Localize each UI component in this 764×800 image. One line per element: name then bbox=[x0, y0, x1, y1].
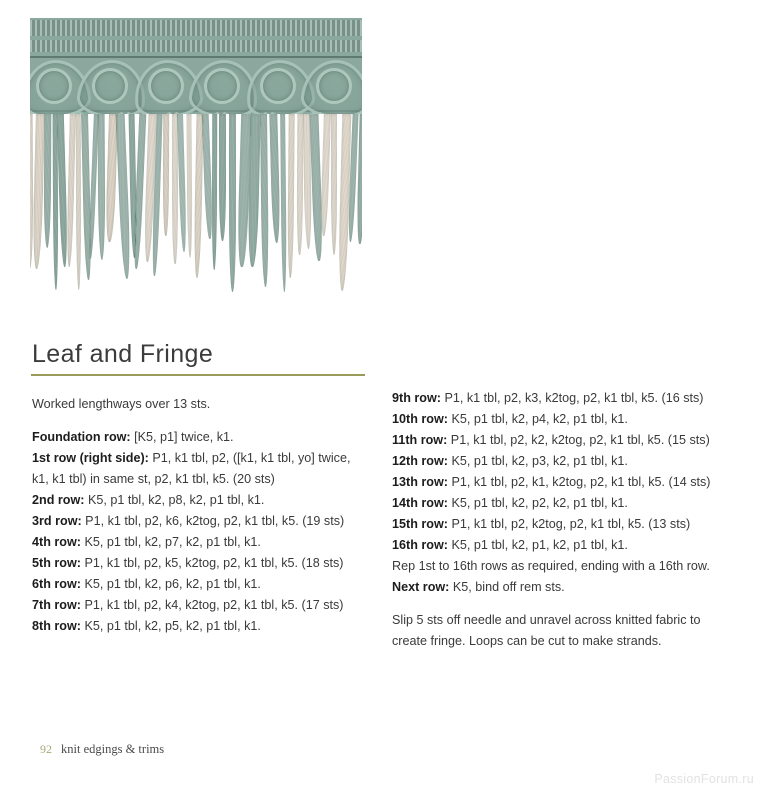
instruction-row-left-0-text: [K5, p1] twice, k1. bbox=[130, 430, 234, 444]
instructions-left-column bbox=[32, 394, 362, 637]
instruction-row-right-6-text: P1, k1 tbl, p2, k2tog, p2, k1 tbl, k5. (13 sts) bbox=[447, 517, 691, 531]
instruction-row-right-1-label: 10th row: bbox=[392, 412, 448, 426]
fringe-strand bbox=[212, 114, 218, 270]
instruction-row-right-4 bbox=[392, 472, 732, 493]
fringe-strand bbox=[44, 114, 52, 248]
fringe-strand bbox=[66, 114, 76, 267]
page-title: Leaf and Fringe bbox=[32, 340, 214, 368]
row-instructions-left bbox=[32, 427, 362, 637]
closing-note: Slip 5 sts off needle and unravel across knitted fabric to create fringe. Loops can be cut to make strands. bbox=[392, 613, 701, 648]
spacer bbox=[32, 415, 362, 427]
instructions-right-column bbox=[392, 388, 732, 652]
instruction-row-left-3 bbox=[32, 511, 362, 532]
instruction-row-right-5-text: K5, p1 tbl, k2, p2, k2, p1 tbl, k1. bbox=[447, 496, 628, 510]
instruction-row-left-7-text: P1, k1 tbl, p2, k4, k2tog, p2, k1 tbl, k5. (17 sts) bbox=[80, 598, 344, 612]
instruction-row-left-3-text: P1, k1 tbl, p2, k6, k2tog, p2, k1 tbl, k5. (19 sts) bbox=[81, 514, 345, 528]
instruction-row-right-7-text: K5, p1 tbl, k2, p1, k2, p1 tbl, k1. bbox=[447, 538, 628, 552]
instruction-row-right-2 bbox=[392, 430, 732, 451]
watermark: PassionForum.ru bbox=[654, 772, 754, 786]
instruction-row-right-9-label: Next row: bbox=[392, 580, 450, 594]
instruction-row-right-9 bbox=[392, 577, 732, 598]
band-divider-line bbox=[30, 56, 362, 58]
instruction-row-left-8-label: 8th row: bbox=[32, 619, 81, 633]
instruction-row-left-6-text: K5, p1 tbl, k2, p6, k2, p1 tbl, k1. bbox=[80, 577, 261, 591]
instruction-row-left-0-label: Foundation row: bbox=[32, 430, 131, 444]
instruction-row-right-3 bbox=[392, 451, 732, 472]
fringe-area bbox=[30, 114, 362, 300]
instruction-row-left-6 bbox=[32, 574, 362, 595]
instruction-row-right-2-label: 11th row: bbox=[392, 433, 448, 447]
instruction-row-right-0-label: 9th row: bbox=[392, 391, 441, 405]
instruction-row-left-1-label: 1st row (right side): bbox=[32, 451, 149, 465]
fringe-strand bbox=[98, 114, 106, 260]
instruction-row-left-4-label: 4th row: bbox=[32, 535, 81, 549]
fringe-strand bbox=[247, 114, 260, 267]
fringe-strand bbox=[177, 114, 187, 252]
instruction-row-left-2 bbox=[32, 490, 362, 511]
instruction-row-right-1 bbox=[392, 409, 732, 430]
spacer bbox=[392, 598, 732, 610]
instruction-row-right-9-text: K5, bind off rem sts. bbox=[449, 580, 565, 594]
garter-ridge-top bbox=[30, 20, 362, 36]
instruction-row-right-7 bbox=[392, 535, 732, 556]
instruction-row-right-4-text: P1, k1 tbl, p2, k1, k2tog, p2, k1 tbl, k5. (14 sts) bbox=[447, 475, 711, 489]
page-number: 92 bbox=[40, 742, 52, 756]
page-footer bbox=[40, 742, 164, 757]
fringe-strand bbox=[269, 114, 281, 243]
instruction-row-left-8-text: K5, p1 tbl, k2, p5, k2, p1 tbl, k1. bbox=[80, 619, 261, 633]
instruction-row-left-2-text: K5, p1 tbl, k2, p8, k2, p1 tbl, k1. bbox=[84, 493, 265, 507]
instruction-row-left-8 bbox=[32, 616, 362, 637]
garter-ridge-second bbox=[30, 40, 362, 52]
instruction-row-right-4-label: 13th row: bbox=[392, 475, 448, 489]
instruction-row-left-4-text: K5, p1 tbl, k2, p7, k2, p1 tbl, k1. bbox=[80, 535, 261, 549]
fringe-strand bbox=[320, 114, 331, 236]
fringe-strand bbox=[331, 114, 337, 255]
instruction-row-left-5-text: P1, k1 tbl, p2, k5, k2tog, p2, k1 tbl, k5. (18 sts) bbox=[80, 556, 344, 570]
fringe-strand bbox=[76, 114, 82, 290]
intro-text: Worked lengthways over 13 sts. bbox=[32, 397, 211, 411]
instruction-row-left-2-label: 2nd row: bbox=[32, 493, 85, 507]
instruction-row-right-3-text: K5, p1 tbl, k2, p3, k2, p1 tbl, k1. bbox=[447, 454, 628, 468]
instruction-row-left-7 bbox=[32, 595, 362, 616]
instruction-row-right-1-text: K5, p1 tbl, k2, p4, k2, p1 tbl, k1. bbox=[447, 412, 628, 426]
instruction-row-right-3-label: 12th row: bbox=[392, 454, 448, 468]
instruction-row-right-8 bbox=[392, 556, 732, 577]
fringe-strand bbox=[229, 114, 236, 292]
instruction-row-left-1 bbox=[32, 448, 362, 490]
instruction-row-right-8-text: Rep 1st to 16th rows as required, ending with a 16th row. bbox=[392, 559, 710, 573]
instruction-row-left-7-label: 7th row: bbox=[32, 598, 81, 612]
fringe-strand bbox=[187, 114, 194, 258]
instruction-row-right-5-label: 14th row: bbox=[392, 496, 448, 510]
fringe-strand bbox=[287, 114, 295, 278]
instruction-row-left-3-label: 3rd row: bbox=[32, 514, 82, 528]
instruction-row-left-0 bbox=[32, 427, 362, 448]
instruction-row-left-4 bbox=[32, 532, 362, 553]
instruction-row-right-6 bbox=[392, 514, 732, 535]
instruction-row-right-6-label: 15th row: bbox=[392, 517, 448, 531]
instruction-row-left-5 bbox=[32, 553, 362, 574]
row-instructions-right bbox=[392, 388, 732, 598]
instruction-row-left-5-label: 5th row: bbox=[32, 556, 81, 570]
fringe-strand bbox=[163, 114, 169, 236]
instruction-row-right-7-label: 16th row: bbox=[392, 538, 448, 552]
fringe-strand bbox=[260, 114, 269, 287]
instruction-row-right-2-text: P1, k1 tbl, p2, k2, k2tog, p2, k1 tbl, k5. (15 sts) bbox=[447, 433, 710, 447]
instruction-row-right-0 bbox=[392, 388, 732, 409]
footer-section-label: knit edgings & trims bbox=[61, 742, 165, 756]
fringe-strand bbox=[219, 114, 226, 241]
edging-sample-photo bbox=[30, 18, 362, 300]
fringe-strand bbox=[172, 114, 178, 264]
instruction-row-right-0-text: P1, k1 tbl, p2, k3, k2tog, p2, k1 tbl, k5. (16 sts) bbox=[440, 391, 704, 405]
instruction-row-right-5 bbox=[392, 493, 732, 514]
title-underline-rule bbox=[31, 374, 365, 376]
fringe-strand bbox=[280, 114, 287, 292]
instruction-row-left-1-text: P1, k1 tbl, p2, ([k1, k1 tbl, yo] twice, k1, k1 tbl) in same st, p2, k1 tbl, k5. (20 sts) bbox=[32, 451, 351, 486]
instruction-row-left-6-label: 6th row: bbox=[32, 577, 81, 591]
